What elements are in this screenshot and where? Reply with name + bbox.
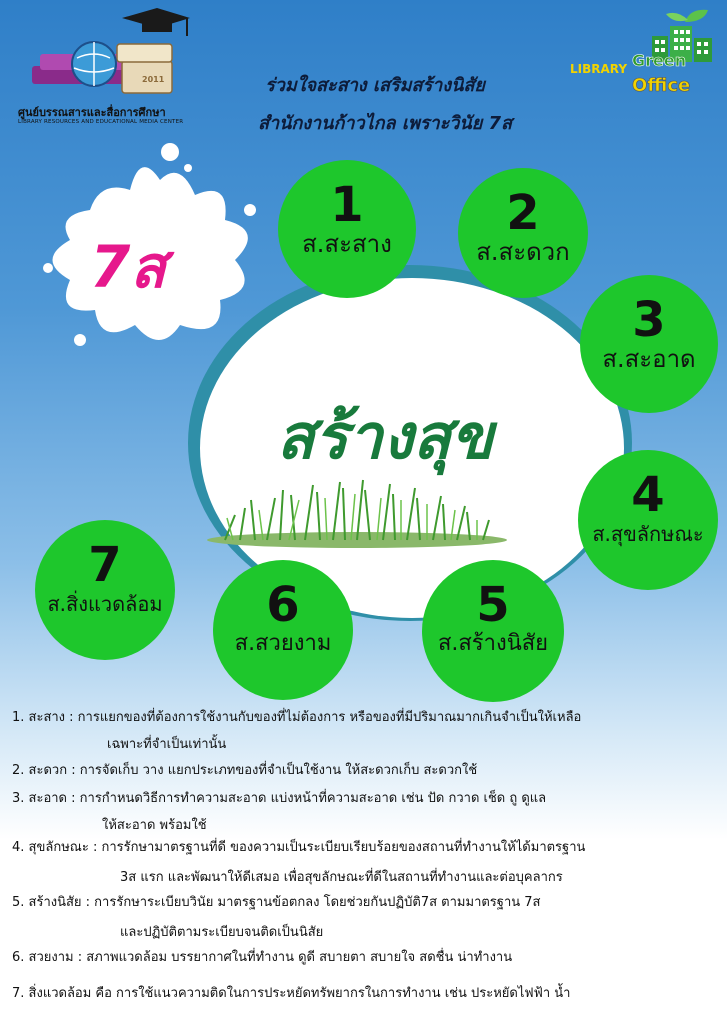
circle-label: ส.สวยงาม [234,631,332,656]
circle-number: 1 [330,177,364,233]
slogan-line-2: สำนักงานก้าวไกล เพราะวินัย 7ส [257,113,513,134]
description-item [12,787,717,835]
circle-1-sasang [278,160,416,298]
circle-label: ส.สร้างนิสัย [437,631,549,656]
book-year: 2011 [142,75,165,84]
description-item [12,759,717,780]
description-line: 2. สะดวก : การจัดเก็บ วาง แยกประเภทของที่จำเป็นใช้งาน ให้สะดวกเก็บ สะดวกใช้ [12,763,478,778]
circle-number: 4 [631,467,665,523]
description-line: เฉพาะที่จำเป็นเท่านั้น [107,737,227,752]
circle-label: ส.สะดวก [476,238,570,266]
main-title: สร้างสุข [276,400,494,473]
circle-label: ส.สุขลักษณะ [592,522,704,546]
description-line: 3. สะอาด : การกำหนดวิธีการทำความสะอาด แบ่งหน้าที่ความสะอาด เช่น ปัด กวาด เช็ด ถู ดูแล [12,791,547,806]
circle-2-saduak [458,168,588,298]
description-line: 3ส แรก และพัฒนาให้ดีเสมอ เพื่อสุขลักษณะที่ดีในสถานที่ทำงานและต่อบุคลากร [120,870,563,885]
circle-number: 2 [506,185,540,241]
grass-illustration [205,470,510,550]
badge-7s: 7ส [90,233,166,301]
office-label: Office [632,75,691,96]
circle-7-singwaetlom [35,520,175,660]
description-item [12,946,717,967]
org-name-en: LIBRARY RESOURCES AND EDUCATIONAL MEDIA CENTER [18,119,184,125]
circle-number: 6 [266,577,300,633]
slogan-line-1: ร่วมใจสะสาง เสริมสร้างนิสัย [265,75,485,96]
description-item [12,982,717,1003]
description-line: 4. สุขลักษณะ : การรักษามาตรฐานที่ดี ของความเป็นระเบียบเรียบร้อยของสถานที่ทำงานให้ได้มาตรฐาน [12,840,586,855]
description-line: ให้สะอาด พร้อมใช้ [102,818,207,833]
circle-label: ส.สะสาง [302,230,392,258]
circle-number: 7 [88,537,122,593]
circle-6-suayngam [213,560,353,700]
org-name-th: ศูนย์บรรณสารและสื่อการศึกษา [18,106,166,119]
description-item [12,706,717,754]
description-item [12,891,717,942]
circle-label: ส.สะอาด [602,345,696,373]
circle-number: 5 [476,577,510,633]
circle-label: ส.สิ่งแวดล้อม [47,592,163,616]
circle-number: 3 [632,292,666,348]
description-line: 1. สะสาง : การแยกของที่ต้องการใช้งานกับของที่ไม่ต้องการ หรือของที่มีปริมาณมากเกินจำเป็นให้เหลือ [12,710,582,725]
description-line: และปฏิบัติตามระเบียบจนติดเป็นนิสัย [120,925,324,940]
circle-4-suklaksana [578,450,718,590]
description-line: 6. สวยงาม : สภาพแวดล้อม บรรยากาศในที่ทำงาน ดูดี สบายตา สบายใจ สดชื่น น่าทำงาน [12,950,513,965]
circle-3-saat [580,275,718,413]
description-item [12,836,717,887]
circle-5-sangnisai [422,560,564,702]
description-line: 7. สิ่งแวดล้อม คือ การใช้แนวความติดในการประหยัดทรัพยากรในการทำงาน เช่น ประหยัดไฟฟ้า น้ำ [12,986,571,1001]
library-label: LIBRARY [570,62,628,76]
green-label: Green [632,51,687,70]
description-line: 5. สร้างนิสัย : การรักษาระเบียบวินัย มาตรฐานข้อตกลง โดยช่วยกันปฏิบัติ7ส ตามมาตรฐาน 7ส [12,895,541,910]
